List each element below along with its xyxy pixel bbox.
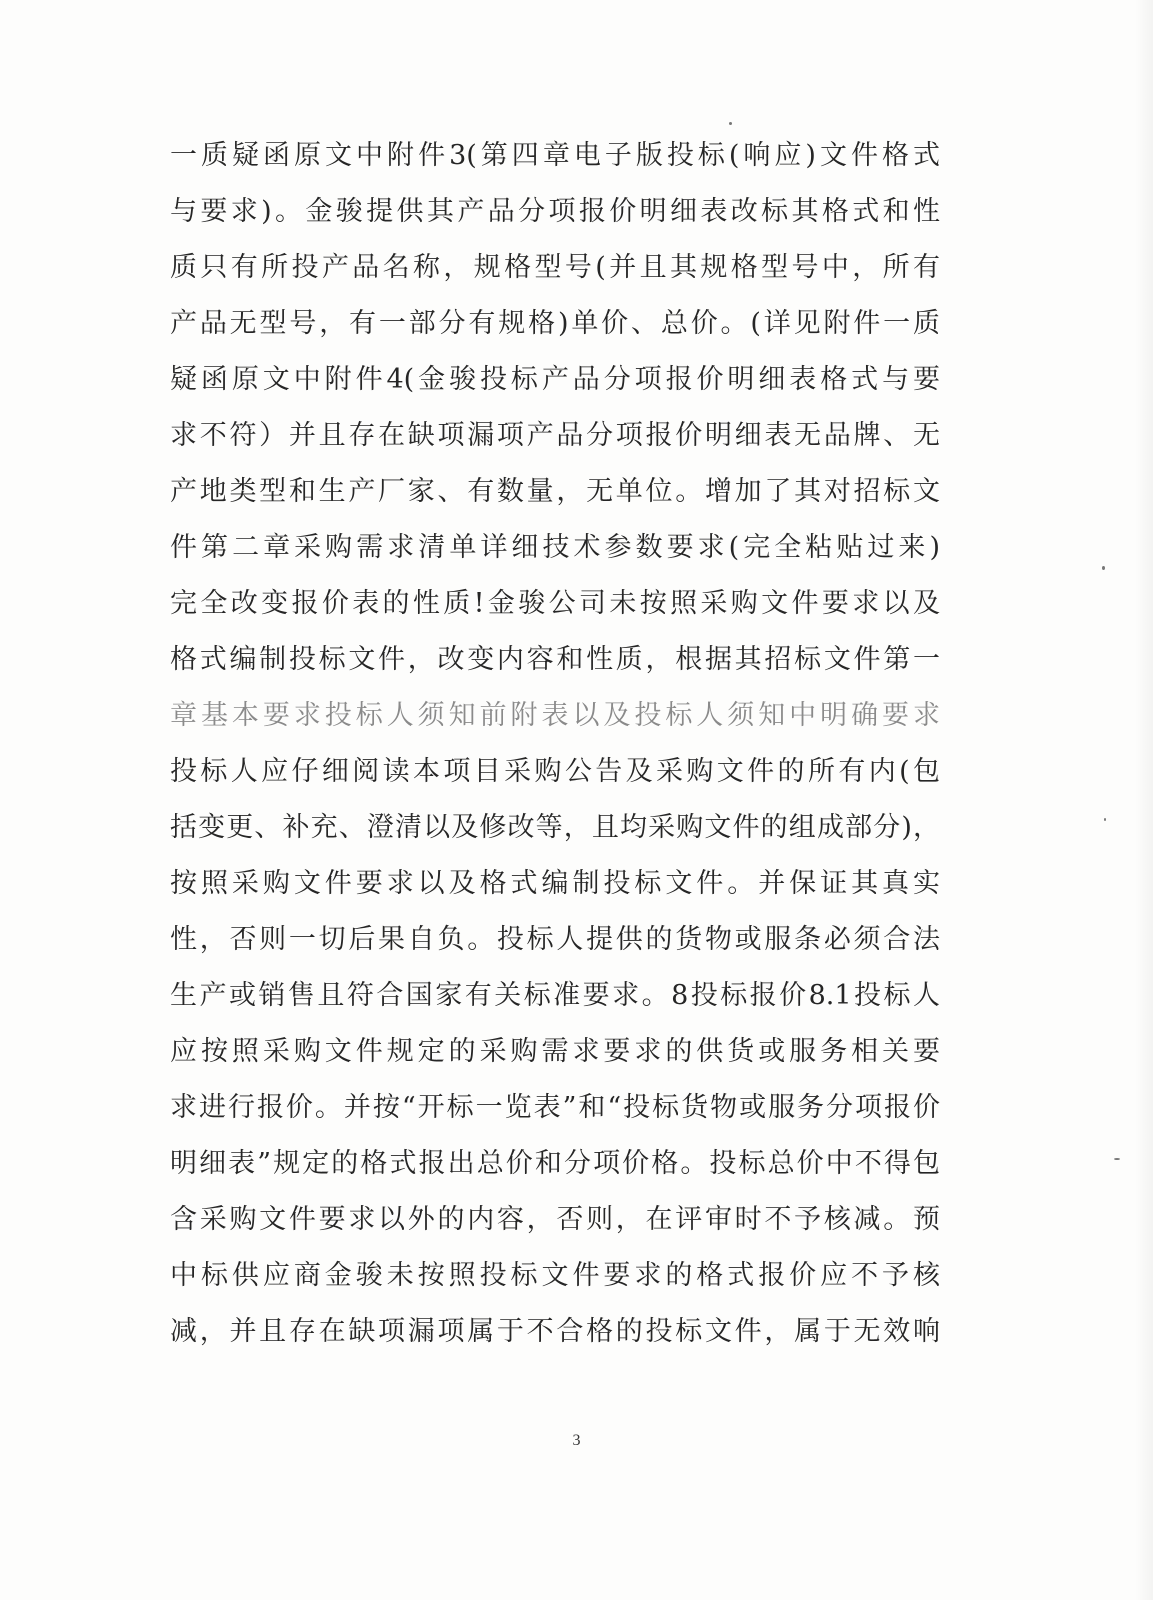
scan-speck	[729, 122, 732, 125]
scan-speck	[1102, 566, 1105, 570]
text-line: 投标人应仔细阅读本项目采购公告及采购文件的所有内(包	[170, 756, 940, 787]
text-line: 减，并且存在缺项漏项属于不合格的投标文件，属于无效响	[170, 1316, 940, 1347]
text-line: 件第二章采购需求清单详细技术参数要求(完全粘贴过来)	[170, 532, 940, 563]
text-line: 按照采购文件要求以及格式编制投标文件。并保证其真实	[170, 868, 940, 899]
text-line: 格式编制投标文件，改变内容和性质，根据其招标文件第一	[170, 644, 940, 675]
text-line: 与要求)。金骏提供其产品分项报价明细表改标其格式和性	[170, 196, 940, 227]
text-line: 括变更、补充、澄清以及修改等，且均采购文件的组成部分)，	[170, 812, 940, 843]
text-line: 一质疑函原文中附件3(第四章电子版投标(响应)文件格式	[170, 140, 940, 171]
scan-speck	[1114, 1158, 1120, 1160]
page-number: 3	[572, 1432, 581, 1449]
text-line: 疑函原文中附件4(金骏投标产品分项报价明细表格式与要	[170, 364, 940, 395]
body-text	[170, 128, 940, 1360]
text-line: 明细表”规定的格式报出总价和分项价格。投标总价中不得包	[170, 1148, 940, 1179]
scan-edge-shadow	[1135, 0, 1153, 1600]
text-line: 产品无型号，有一部分有规格)单价、总价。(详见附件一质	[170, 308, 940, 339]
text-line: 中标供应商金骏未按照投标文件要求的格式报价应不予核	[170, 1260, 940, 1291]
text-line: 生产或销售且符合国家有关标准要求。8投标报价8.1投标人	[170, 980, 940, 1011]
text-line: 质只有所投产品名称，规格型号(并且其规格型号中，所有	[170, 252, 940, 283]
text-line: 性，否则一切后果自负。投标人提供的货物或服条必须合法	[170, 924, 940, 955]
scan-speck	[1104, 818, 1106, 821]
text-line: 含采购文件要求以外的内容，否则，在评审时不予核减。预	[170, 1204, 940, 1235]
text-line: 完全改变报价表的性质!金骏公司未按照采购文件要求以及	[170, 588, 940, 619]
text-line: 求不符）并且存在缺项漏项产品分项报价明细表无品牌、无	[170, 420, 940, 451]
text-line: 产地类型和生产厂家、有数量，无单位。增加了其对招标文	[170, 476, 940, 507]
text-line: 求进行报价。并按“开标一览表”和“投标货物或服务分项报价	[170, 1092, 940, 1123]
text-line: 应按照采购文件规定的采购需求要求的供货或服务相关要	[170, 1036, 940, 1067]
text-line: 章基本要求投标人须知前附表以及投标人须知中明确要求	[170, 700, 940, 731]
